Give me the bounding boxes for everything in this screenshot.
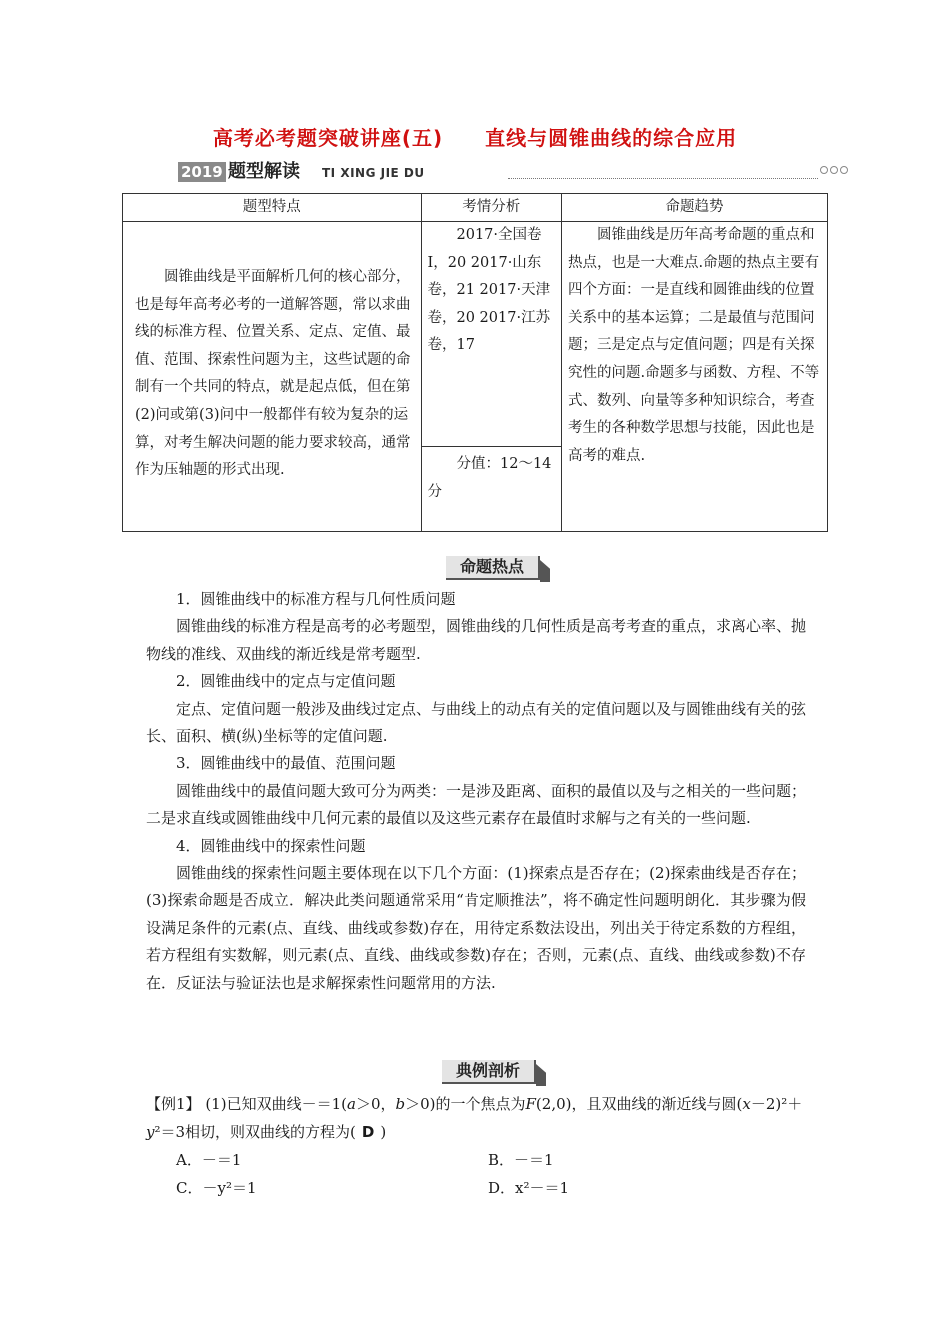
table-cell-trend: 圆锥曲线是历年高考命题的重点和热点，也是一大难点.命题的热点主要有四个方面：一是直线和圆锥曲线的位置关系中的基本运算；二是最值与范围问题；三是定点与定值问题；四是有关探究性的问题.命题多与函数、方程、不等式、数列、向量等多种知识综合，考查考生的各种数学思想与技能，因此也是高考的难点. (561, 222, 827, 532)
table-header: 命题趋势 (561, 194, 827, 222)
options (146, 1146, 816, 1202)
title-part1: 高考必考题突破讲座(五) (212, 126, 444, 150)
option-c: C．－y²＝1 (176, 1179, 257, 1197)
hotspots-body (146, 586, 806, 997)
table-header: 考情分析 (421, 194, 561, 222)
answer: D (361, 1123, 375, 1141)
heading-shadow (536, 1064, 546, 1086)
title-part2: 直线与圆锥曲线的综合应用 (485, 126, 738, 150)
table-header: 题型特点 (123, 194, 422, 222)
banner-pinyin: TI XING JIE DU (322, 166, 425, 180)
example-1 (146, 1090, 816, 1202)
table-row (123, 222, 828, 532)
example-question: 【例1】 (1)已知双曲线－＝1(a＞0，b＞0)的一个焦点为F(2,0)，且双曲线的渐近线与圆(x－2)²＋y²＝3相切，则双曲线的方程为( D ) (146, 1095, 803, 1141)
option-a: A．－＝1 (176, 1151, 242, 1169)
heading-shadow (540, 560, 550, 582)
overview-table (122, 193, 828, 532)
item-title: 2．圆锥曲线中的定点与定值问题 (176, 672, 396, 691)
item-text: 定点、定值问题一般涉及曲线过定点、与曲线上的动点有关的定值问题以及与圆锥曲线有关的弦长、面积、横(纵)坐标等的定值问题. (146, 699, 807, 746)
banner-title: 题型解读 (228, 161, 300, 182)
item-title: 4．圆锥曲线中的探索性问题 (176, 836, 366, 855)
banner-year: 2019 (178, 162, 226, 182)
page-title (0, 122, 950, 151)
circle-icon (830, 166, 838, 174)
circle-icon (840, 166, 848, 174)
option-d: D．x²－＝1 (488, 1179, 570, 1197)
circle-icon (820, 166, 828, 174)
analysis-score: 分值：12～14分 (427, 456, 552, 500)
example-label: 【例1】 (146, 1095, 201, 1113)
option-b: B．－＝1 (488, 1151, 554, 1169)
banner-dotted-rule (508, 178, 818, 179)
item-title: 1．圆锥曲线中的标准方程与几何性质问题 (176, 590, 456, 608)
item-text: 圆锥曲线的标准方程是高考的必考题型，圆锥曲线的几何性质是高考考查的重点，求离心率、抛物线的准线、双曲线的渐近线是常考题型. (146, 617, 807, 663)
section-heading-label: 典例剖析 (442, 1060, 536, 1084)
section-banner (178, 160, 848, 184)
analysis-sources: 2017·全国卷Ⅰ，20 2017·山东卷，21 2017·天津卷，20 2017·江苏卷，17 (422, 222, 561, 447)
section-heading-label: 命题热点 (446, 556, 540, 580)
item-title: 3．圆锥曲线中的最值、范围问题 (176, 754, 396, 773)
table-cell-analysis (421, 222, 561, 532)
item-text: 圆锥曲线的探索性问题主要体现在以下几个方面：(1)探索点是否存在；(2)探索曲线是否存在；(3)探索命题是否成立．解决此类问题通常采用“肯定顺推法”，将不确定性问题明朗化．其步骤为假设满足条件的元素(点、直线、曲线或参数)存在，用待定系数法设出，列出关于待定系数的方程组，若方程组有实数解，则元素(点、直线、曲线或参数)存在；否则，元素(点、直线、曲线或参数)不存在．反证法与验证法也是求解探索性问题常用的方法. (146, 864, 806, 992)
item-text: 圆锥曲线中的最值问题大致可分为两类：一是涉及距离、面积的最值以及与之相关的一些问题；二是求直线或圆锥曲线中几何元素的最值以及这些元素存在最值时求解与之有关的一些问题. (146, 781, 807, 828)
banner-dots (820, 166, 848, 178)
table-header-row (123, 194, 828, 222)
table-cell-features: 圆锥曲线是平面解析几何的核心部分，也是每年高考必考的一道解答题，常以求曲线的标准方程、位置关系、定点、定值、最值、范围、探索性问题为主，这些试题的命制有一个共同的特点，就是起点低，但在第(2)问或第(3)问中一般都伴有较为复杂的运算，对考生解决问题的能力要求较高，通常作为压轴题的形式出现. (123, 222, 422, 532)
